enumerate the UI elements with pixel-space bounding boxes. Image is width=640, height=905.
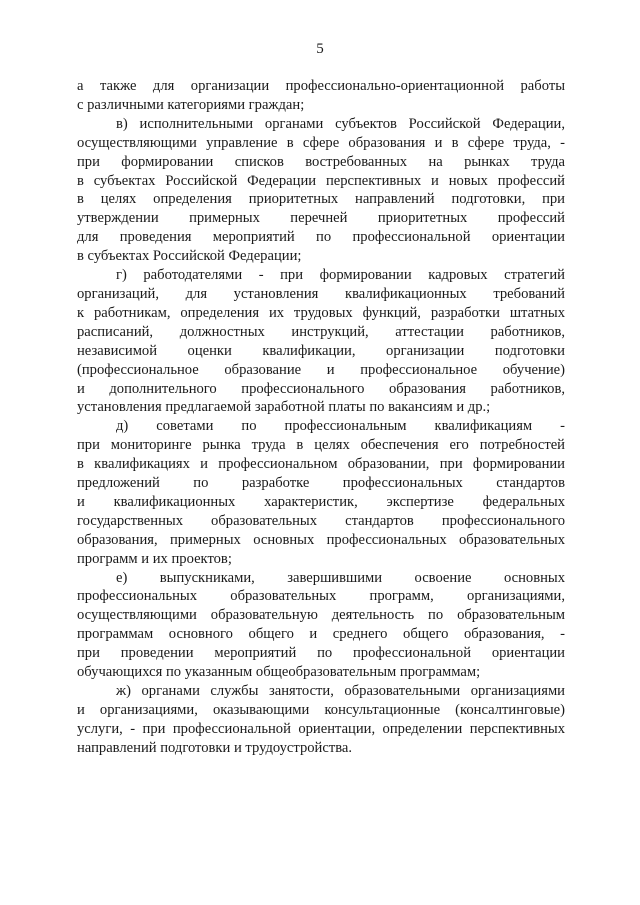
text-line: образования, примерных основных профессиональных образовательных [77, 531, 565, 548]
text-line: при формировании списков востребованных на рынках труда [77, 153, 565, 170]
text-line: и дополнительного профессионального образования работников, [77, 380, 565, 397]
text-line: в целях определения приоритетных направлений подготовки, при [77, 191, 565, 208]
text-line: осуществляющими управление в сфере образования и в сфере труда, - [77, 134, 565, 151]
text-line: обучающихся по указанным общеобразовательным программам; [77, 664, 481, 681]
text-line: при проведении мероприятий по профессиональной ориентации [77, 645, 565, 662]
text-line: программам основного общего и среднего общего образования, - [77, 626, 565, 643]
paragraph-item-v [77, 115, 565, 266]
text-line: в субъектах Российской Федерации перспективных и новых профессий [77, 172, 565, 189]
text-line: с различными категориями граждан; [77, 96, 305, 113]
text-line: (профессиональное образование и профессиональное обучение) [77, 361, 565, 378]
paragraph-item-d [77, 417, 565, 568]
text-line: государственных образовательных стандартов профессионального [77, 512, 565, 529]
text-line: утверждении примерных перечней приоритетных профессий [77, 210, 565, 227]
text-line: ж) органами службы занятости, образовательными организациями [116, 683, 565, 699]
page-number: 5 [316, 41, 324, 57]
text-line: профессиональных образовательных программ, организациями, [77, 588, 565, 605]
text-line: в квалификациях и профессиональном образовании, при формировании [77, 456, 565, 473]
text-line: при мониторинге рынка труда в целях обеспечения его потребностей [77, 437, 565, 454]
paragraph-item-e [77, 569, 565, 682]
text-line: и организациями, оказывающими консультационные (консалтинговые) [77, 701, 565, 718]
text-line: организаций, для установления квалификационных требований [77, 285, 565, 302]
text-line: е) выпускниками, завершившими освоение основных [116, 569, 565, 586]
text-line: установления предлагаемой заработной платы по вакансиям и др.; [77, 399, 491, 416]
text-line: предложений по разработке профессиональных стандартов [77, 475, 565, 492]
paragraph-item-g [77, 266, 565, 417]
text-line: д) советами по профессиональным квалификациям - [116, 418, 565, 435]
text-line: г) работодателями - при формировании кадровых стратегий [116, 267, 565, 284]
text-line: в) исполнительными органами субъектов Российской Федерации, [116, 115, 565, 132]
text-line: независимой оценки квалификации, организации подготовки [77, 342, 565, 359]
paragraph-item-zh [77, 682, 565, 758]
document-body [77, 77, 565, 758]
text-line: расписаний, должностных инструкций, аттестации работников, [77, 323, 565, 340]
text-line: а также для организации профессионально-ориентационной работы [77, 78, 565, 94]
text-line: направлений подготовки и трудоустройства. [77, 739, 353, 756]
text-line: в субъектах Российской Федерации; [77, 248, 302, 265]
text-line: к работникам, определения их трудовых функций, разработки штатных [77, 304, 565, 321]
text-line: для проведения мероприятий по профессиональной ориентации [77, 229, 565, 246]
paragraph-intro [77, 77, 565, 115]
text-line: осуществляющими образовательную деятельность по образовательным [77, 607, 565, 624]
text-line: услуги, - при профессиональной ориентации, определении перспективных [77, 720, 565, 737]
text-line: программ и их проектов; [77, 550, 232, 567]
text-line: и квалификационных характеристик, экспертизе федеральных [77, 493, 565, 510]
